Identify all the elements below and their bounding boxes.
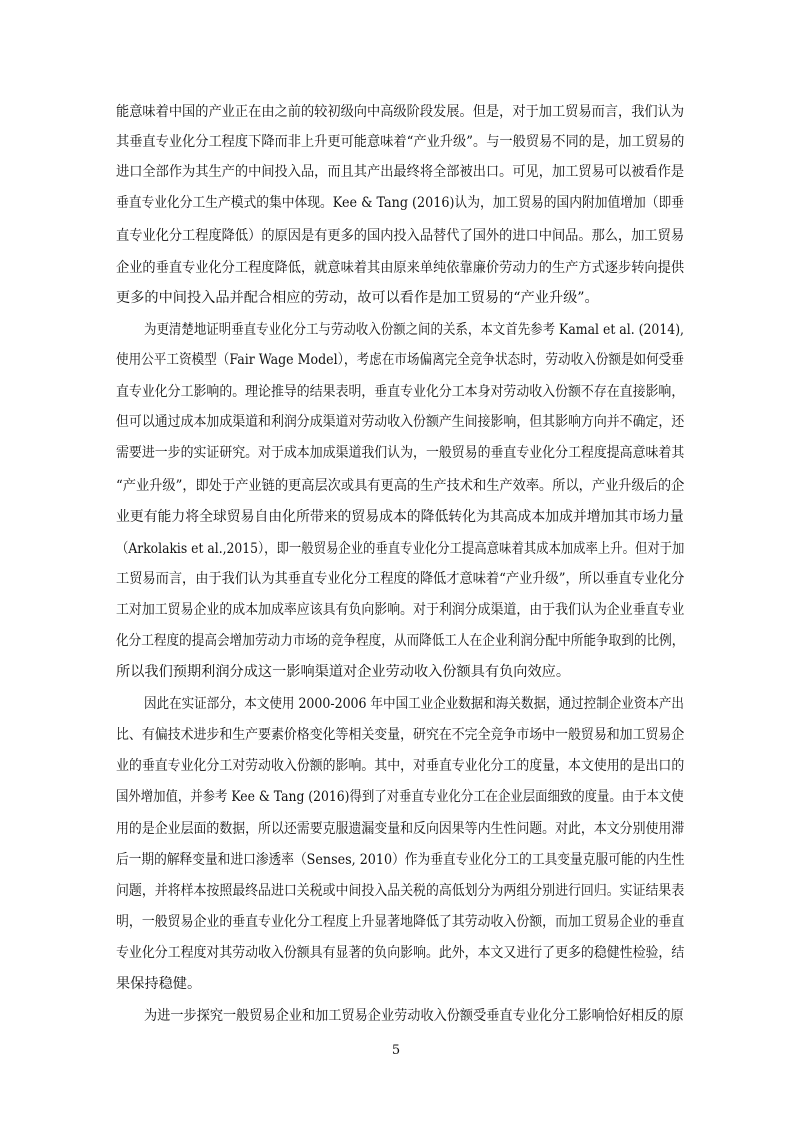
text-line: 比、有偏技术进步和生产要素价格变化等相关变量，研究在不完全竞争市场中一般贸易和加工贸易企 (116, 727, 685, 743)
text-line: 为更清楚地证明垂直专业化分工与劳动收入份额之间的关系，本文首先参考 Kamal et al. (2014), (144, 322, 685, 338)
text-line: 用的是企业层面的数据，所以还需要克服遗漏变量和反向因果等内生性问题。对此，本文分别使用滞 (116, 821, 685, 837)
text-line: 工贸易而言，由于我们认为其垂直专业化分工程度的降低才意味着“产业升级”，所以垂直专业化分 (116, 571, 685, 587)
text-line: 为进一步探究一般贸易企业和加工贸易企业劳动收入份额受垂直专业化分工影响恰好相反的原 (144, 1008, 684, 1024)
text-line: 垂直专业化分工生产模式的集中体现。Kee & Tang (2016)认为，加工贸易的国内附加值增加（即垂 (116, 195, 684, 211)
text-line: 进口全部作为其生产的中间投入品，而且其产出最终将全部被出口。可见，加工贸易可以被看作是 (116, 164, 685, 180)
text-line: 更多的中间投入品并配合相应的劳动，故可以看作是加工贸易的“产业升级”。 (116, 290, 599, 306)
text-line: 化分工程度的提高会增加劳动力市场的竞争程度，从而降低工人在企业利润分配中所能争取到的比例， (116, 633, 685, 649)
text-line: 果保持稳健。 (116, 976, 202, 992)
text-line: 国外增加值，并参考 Kee & Tang (2016)得到了对垂直专业化分工在企业层面细致的度量。由于本文使 (116, 789, 684, 805)
text-line: 使用公平工资模型（Fair Wage Model），考虑在市场偏离完全竞争状态时，劳动收入份额是如何受垂 (116, 352, 684, 368)
text-line: 所以我们预期利润分成这一影响渠道对企业劳动收入份额具有负向效应。 (116, 664, 571, 680)
text-line: 但可以通过成本加成渠道和利润分成渠道对劳动收入份额产生间接影响，但其影响方向并不确定，还 (116, 414, 685, 430)
text-line: 企业的垂直专业化分工程度降低，就意味着其由原来单纯依靠廉价劳动力的生产方式逐步转向提供 (116, 260, 685, 276)
text-line: 后一期的解释变量和进口渗透率（Senses, 2010）作为垂直专业化分工的工具变量克服可能的内生性 (116, 852, 685, 868)
text-line: 需要进一步的实证研究。对于成本加成渠道我们认为，一般贸易的垂直专业化分工程度提高意味着其 (116, 445, 685, 461)
text-line: 其垂直专业化分工程度下降而非上升更可能意味着“产业升级”。与一般贸易不同的是，加工贸易的 (116, 134, 685, 150)
text-line: “产业升级”，即处于产业链的更高层次或具有更高的生产技术和生产效率。所以，产业升级后的企 (116, 478, 685, 494)
text-line: 工对加工贸易企业的成本加成率应该具有负向影响。对于利润分成渠道，由于我们认为企业垂直专业 (116, 602, 685, 618)
page-number: 5 (391, 1043, 401, 1058)
text-line: 因此在实证部分，本文使用 2000-2006 年中国工业企业数据和海关数据，通过控制企业资本产出 (144, 696, 684, 712)
text-line: 问题，并将样本按照最终品进口关税或中间投入品关税的高低划分为两组分别进行回归。实证结果表 (116, 883, 685, 899)
text-line: 明，一般贸易企业的垂直专业化分工程度上升显著地降低了其劳动收入份额，而加工贸易企业的垂直 (116, 914, 685, 930)
text-line: 业的垂直专业化分工对劳动收入份额的影响。其中，对垂直专业化分工的度量，本文使用的是出口的 (116, 758, 685, 774)
text-line: （Arkolakis et al.,2015），即一般贸易企业的垂直专业化分工提高意味着其成本加成率上升。但对于加 (116, 541, 685, 557)
text-line: 业更有能力将全球贸易自由化所带来的贸易成本的降低转化为其高成本加成并增加其市场力量 (116, 509, 684, 525)
text-line: 能意味着中国的产业正在由之前的较初级向中高级阶段发展。但是，对于加工贸易而言，我们认为 (116, 104, 685, 120)
text-line: 直专业化分工程度降低）的原因是有更多的国内投入品替代了国外的进口中间品。那么，加工贸易 (116, 228, 685, 244)
text-line: 直专业化分工影响的。理论推导的结果表明，垂直专业化分工本身对劳动收入份额不存在直接影响， (116, 384, 685, 400)
text-line: 专业化分工程度对其劳动收入份额具有显著的负向影响。此外，本文又进行了更多的稳健性检验，结 (116, 945, 685, 961)
